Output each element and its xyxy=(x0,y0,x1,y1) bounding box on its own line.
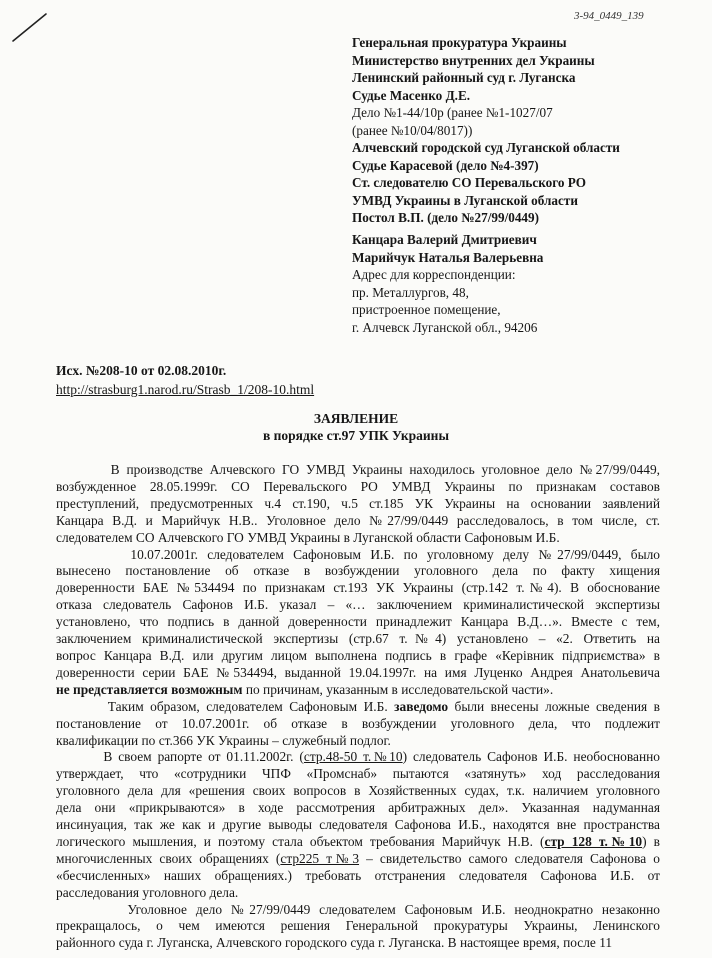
body-text: были внесены ложные сведения в xyxy=(448,698,660,714)
body-text: постановление от 10.07.2001г. об отказе в возбуждении уголовного дела, что подлежит xyxy=(56,715,660,731)
body-line xyxy=(56,834,660,851)
body-text: расследования уголовного дела. xyxy=(56,884,239,900)
body-line xyxy=(56,817,660,834)
document-title: ЗАЯВЛЕНИЕ xyxy=(313,411,399,426)
body-line xyxy=(56,462,660,479)
body-text: В своем рапорте от 01.11.2002г. ( xyxy=(56,749,304,765)
body-text: вынесено постановление об отказе в возбуждении уголовного дела по факту хищения xyxy=(56,563,660,579)
document-subtitle: в порядке ст.97 УПК Украины xyxy=(262,428,449,443)
case-reference: стр.48-50 т.№10 xyxy=(303,749,403,765)
sender-line: Адрес для корреспонденции: xyxy=(352,267,516,282)
sender-line: Канцара Валерий Дмитриевич xyxy=(352,232,537,247)
addressee-line: Генеральная прокуратура Украины xyxy=(352,35,567,50)
body-text: вопрос Канцара В.Д. или другим лицом выполнена подпись в графе «Керівник підприємства» в xyxy=(56,647,660,663)
body-text: возбужденное 28.05.1999г. СО Перевальского РО УМВД Украины по признакам составов xyxy=(56,478,660,494)
addressee-line: Алчевский городской суд Луганской области xyxy=(352,140,620,155)
body-text: – свидетельство самого следователя Сафонова о xyxy=(359,850,660,866)
body-line xyxy=(56,783,660,800)
body-text: заключением криминалистической экспертизы (стр.67 т.№4) установлено – «2. Ответить на xyxy=(56,631,660,647)
body-text: Таким образом, следователем Сафоновым И.Б. xyxy=(56,698,395,714)
body-line xyxy=(56,885,660,902)
body-text: доверенности серии БАЕ №534494, выданной 19.04.1997г. на имя Луценко Андрея Анатольевича xyxy=(56,664,660,680)
body-line xyxy=(56,902,660,919)
body-line xyxy=(56,935,660,952)
outgoing-number: Исх. №208-10 от 02.08.2010г. xyxy=(56,363,227,378)
sender-line: г. Алчевск Луганской обл., 94206 xyxy=(352,319,538,335)
source-link[interactable]: http://strasburg1.narod.ru/Strasb_1/208-10.html xyxy=(56,382,315,397)
addressee-line: Судье Масенко Д.Е. xyxy=(352,87,471,103)
body-text: утверждает, что «сотрудники ЧПФ «Промснаб» пытаются «затянуть» ход расследования xyxy=(56,766,660,782)
emphasized-text: стр 128 т.№10 xyxy=(544,833,643,849)
body-text: многочисленных своих обращениях ( xyxy=(56,850,281,866)
body-text: преступлений, предусмотренных ч.4 ст.190, ч.5 ст.185 УК Украины на основании заявлений xyxy=(56,495,660,511)
body-text: прекращалось, о чем имеются решения Генеральной прокуратуры Украины, Ленинского xyxy=(56,918,660,934)
addressee-line: Ленинский районный суд г. Луганска xyxy=(352,70,576,85)
addressee-line: УМВД Украины в Луганской области xyxy=(352,192,578,208)
body-line xyxy=(56,614,660,631)
body-line xyxy=(56,648,660,665)
pen-mark xyxy=(10,8,50,44)
document-stamp: 3-94_0449_139 xyxy=(574,10,644,22)
body-text: дела они «прикрываются» в ходе рассмотрения арбитражных дел». Указанная надуманная xyxy=(56,800,660,816)
body-line xyxy=(56,547,660,564)
body-line xyxy=(56,513,660,530)
body-text: уголовного дела для «решения своих вопросов в Хозяйственных судах, т.к. наличием уголовного xyxy=(56,783,660,799)
body-line xyxy=(56,800,660,817)
addressee-line: Дело №1-44/10р (ранее №1-1027/07 xyxy=(352,105,553,120)
body-text: ) следователь Сафонов И.Б. необоснованно xyxy=(402,749,660,765)
sender-line: пристроенное помещение, xyxy=(352,302,501,317)
sender-line: Марийчук Наталья Валерьевна xyxy=(352,249,544,265)
body-line xyxy=(56,918,660,935)
addressee-line: (ранее №10/04/8017)) xyxy=(352,122,473,138)
body-text: логического мышления, и поэтому стала объектом требования Марийчук Н.В. ( xyxy=(56,833,545,849)
body-line xyxy=(56,749,660,766)
body-line xyxy=(56,868,660,885)
body-text: Уголовное дело №27/99/0449 следователем Сафоновым И.Б. неоднократно незаконно xyxy=(56,901,660,917)
body-line xyxy=(56,665,660,682)
body-line xyxy=(56,563,660,580)
body-line xyxy=(56,496,660,513)
body-line xyxy=(56,851,660,868)
body-line xyxy=(56,716,660,733)
case-reference: стр225 т№3 xyxy=(280,850,360,866)
body-line xyxy=(56,530,660,547)
body-text: «бесчисленных» наших обращениях.) требовать отстранения следователя Сафонова И.Б. от xyxy=(56,867,660,883)
body-line xyxy=(56,479,660,496)
body-text: следователем СО Алчевского ГО УМВД Украины в Луганской области Сафоновым И.Б. xyxy=(56,529,560,545)
body-text: квалификации по ст.366 УК Украины – служебный подлог. xyxy=(56,732,391,748)
body-text: В производстве Алчевского ГО УМВД Украины находилось уголовное дело №27/99/0449, xyxy=(56,462,660,477)
emphasized-text: не представляется возможным xyxy=(56,681,243,697)
body-line xyxy=(56,597,660,614)
sender-block xyxy=(352,231,543,336)
body-text: доверенности БАЕ №534494 по признакам ст.193 УК Украины (стр.142 т.№4). В обоснование xyxy=(56,580,660,596)
body-text: отказа следователь Сафонов И.Б. указал – «… заключением криминалистической экспертизы xyxy=(56,597,660,613)
body-text: установлено, что подпись в данной доверенности принадлежит Канцара В.Д…». Вместе с тем, xyxy=(56,614,660,630)
body-text: по причинам, указанным в исследовательской части». xyxy=(242,681,554,697)
emphasized-text: заведомо xyxy=(394,698,449,714)
body-line xyxy=(56,580,660,597)
body-text: ) в xyxy=(642,833,660,849)
body-line xyxy=(56,682,660,699)
body-line xyxy=(56,699,660,716)
outgoing-reference xyxy=(56,361,314,399)
addressee-line: Ст. следователю СО Перевальского РО xyxy=(352,175,587,190)
body-text: районного суда г. Луганска, Алчевского городского суда г. Луганска. В настоящее время, после 11 xyxy=(56,935,613,951)
body-line xyxy=(56,733,660,750)
body-text: Канцара В.Д. и Марийчук Н.В.. Уголовное дело №27/99/0449 расследовалось, в том числе, ст. xyxy=(56,512,660,528)
body-text: 10.07.2001г. следователем Сафоновым И.Б. по уголовному делу №27/99/0449, было xyxy=(56,546,660,562)
addressee-block xyxy=(352,34,620,227)
addressee-line: Постол В.П. (дело №27/99/0449) xyxy=(352,210,539,225)
body-line xyxy=(56,766,660,783)
body-line xyxy=(56,631,660,648)
body-text: инсинуация, так же как и другие выводы следователя Сафонова И.Б., находятся вне пространства xyxy=(56,817,660,833)
sender-line: пр. Металлургов, 48, xyxy=(352,284,469,300)
addressee-line: Министерство внутренних дел Украины xyxy=(352,52,595,68)
statement-body xyxy=(56,462,660,952)
addressee-line: Судье Карасевой (дело №4-397) xyxy=(352,157,539,173)
